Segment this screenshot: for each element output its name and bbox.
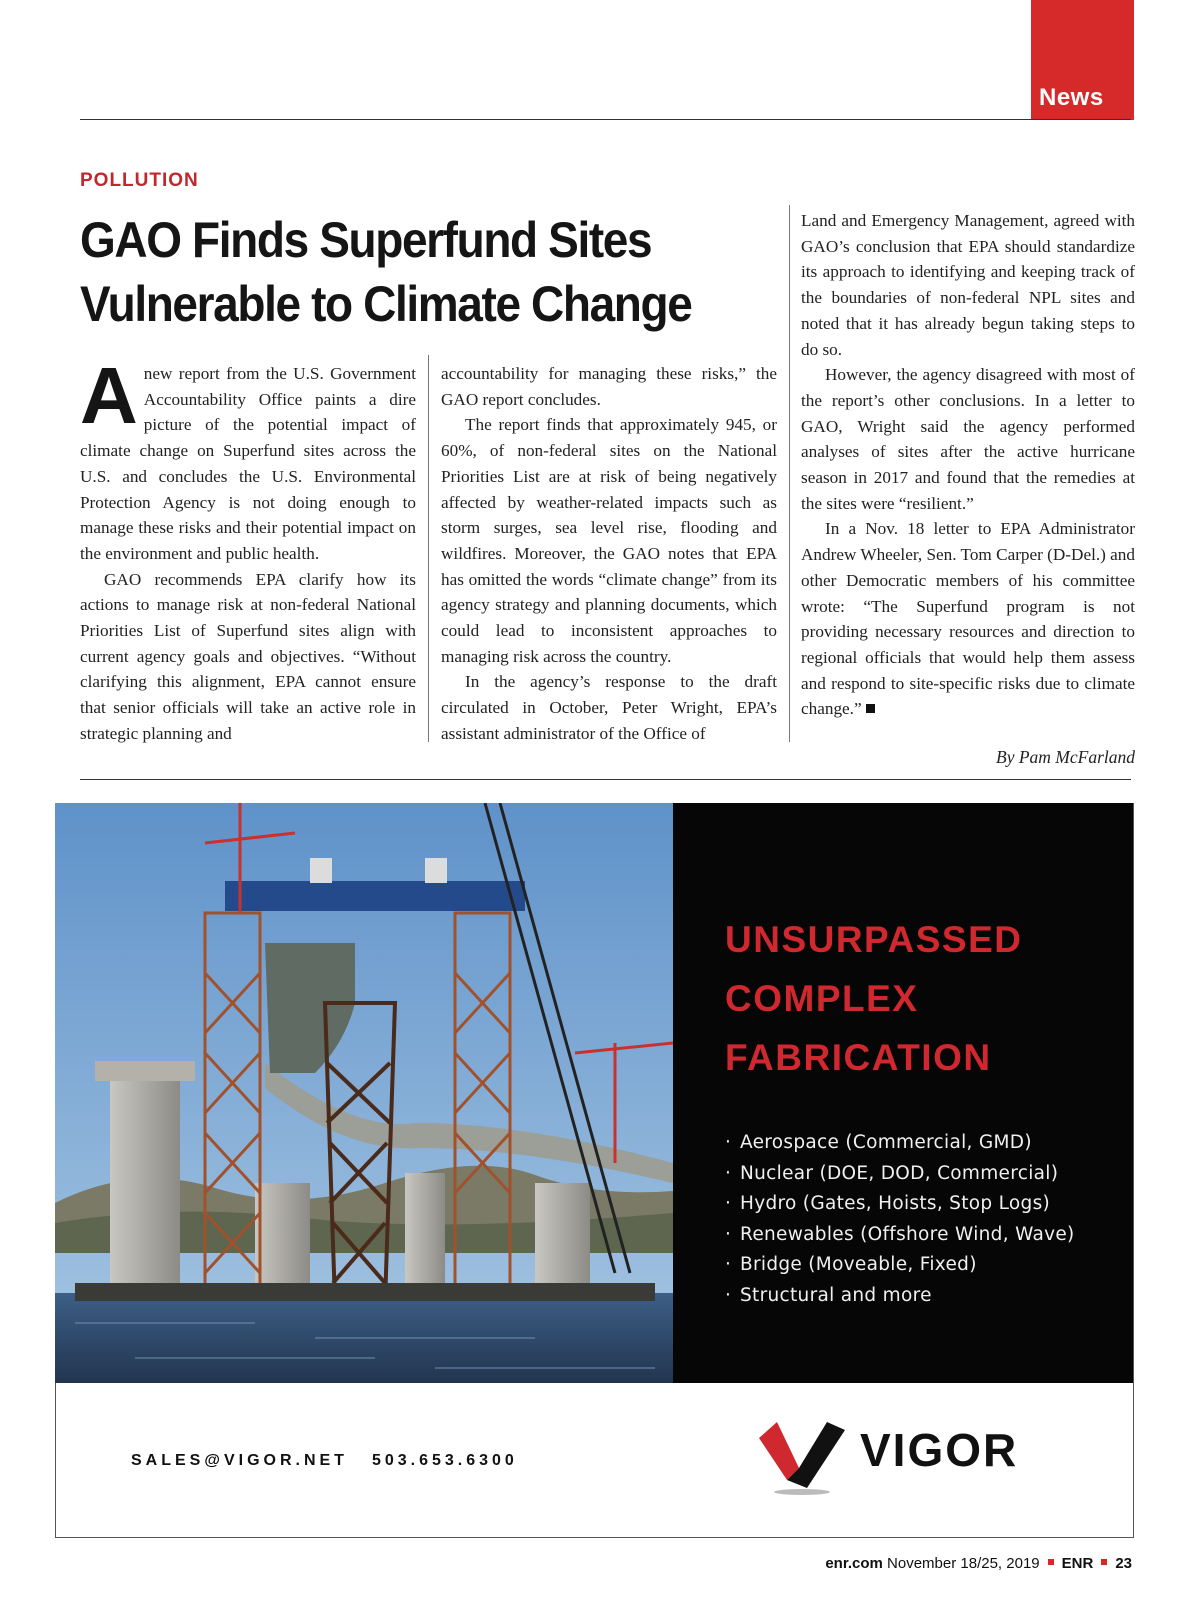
section-tab-label: News bbox=[1039, 84, 1104, 111]
list-item bbox=[725, 1250, 1075, 1281]
drop-cap: A bbox=[80, 351, 138, 440]
separator-icon bbox=[1101, 1559, 1107, 1565]
end-mark-icon bbox=[866, 704, 875, 713]
list-item bbox=[725, 1128, 1075, 1159]
article-byline: By Pam McFarland bbox=[996, 747, 1135, 767]
vigor-logo-icon bbox=[757, 1418, 847, 1496]
paragraph-text: new report from the U.S. Government Accountability Office paints a dire picture of the potential impact of climate change on Superfund sites across the U.S. and concludes the U.S. Environmental Protection Agency is not doing enough to manage these risks and their potential impact on the environment and public health. bbox=[80, 364, 416, 563]
list-item bbox=[725, 1189, 1075, 1220]
list-item-label: Renewables (Offshore Wind, Wave) bbox=[740, 1223, 1075, 1245]
list-item bbox=[725, 1220, 1075, 1251]
column-divider bbox=[789, 205, 790, 742]
footer-date: November 18/25, 2019 bbox=[887, 1555, 1040, 1572]
article-bottom-rule bbox=[80, 779, 1131, 780]
article-paragraph: In the agency’s response to the draft circulated in October, Peter Wright, EPA’s assistant administrator of the Office of bbox=[441, 672, 777, 743]
ad-headline-line: FABRICATION bbox=[725, 1037, 992, 1078]
bridge-construction-photo bbox=[55, 803, 673, 1383]
article-paragraph bbox=[801, 516, 1135, 722]
footer-publication: ENR bbox=[1061, 1555, 1094, 1572]
article-paragraph: Land and Emergency Management, agreed with GAO’s conclusion that EPA should standardize its approach to identifying and keeping track of the boundaries of non-federal NPL sites and noted that it has already begun taking steps to do so. bbox=[801, 211, 1135, 359]
list-item bbox=[725, 1159, 1075, 1190]
footer-site: enr.com bbox=[825, 1555, 883, 1572]
article-headline bbox=[80, 208, 706, 336]
bridge-construction-illustration bbox=[55, 803, 673, 1383]
ad-headline-line: UNSURPASSED bbox=[725, 919, 1023, 960]
bullet-icon: · bbox=[725, 1132, 732, 1153]
headline-line-1: GAO Finds Superfund Sites bbox=[80, 212, 652, 268]
list-item-label: Hydro (Gates, Hoists, Stop Logs) bbox=[740, 1193, 1051, 1215]
section-tab-news bbox=[1031, 0, 1134, 120]
vigor-brand-name: VIGOR bbox=[860, 1424, 1019, 1476]
ad-contact-info bbox=[131, 1452, 518, 1470]
bullet-icon: · bbox=[725, 1162, 732, 1184]
page-number: 23 bbox=[1115, 1555, 1132, 1572]
ad-headline-line: COMPLEX bbox=[725, 978, 919, 1019]
list-item-label: Aerospace (Commercial, GMD) bbox=[740, 1132, 1032, 1153]
list-item-label: Structural and more bbox=[740, 1284, 932, 1306]
bullet-icon: · bbox=[725, 1284, 732, 1306]
article-paragraph: GAO recommends EPA clarify how its actions to manage risk at non-federal National Priorities List of Superfund sites align with current agency goals and objectives. “Without clarifying this alignment, EPA cannot ensure that senior officials will take an active role in strategic planning and bbox=[80, 569, 416, 743]
column-divider bbox=[428, 355, 429, 742]
list-item bbox=[725, 1281, 1075, 1312]
article-paragraph bbox=[80, 351, 416, 567]
page-footer bbox=[825, 1555, 1132, 1572]
headline-line-2: Vulnerable to Climate Change bbox=[80, 276, 692, 332]
article-kicker: POLLUTION bbox=[80, 170, 199, 191]
bullet-icon: · bbox=[725, 1223, 732, 1245]
article-column-2 bbox=[441, 361, 777, 747]
ad-email[interactable]: SALES@VIGOR.NET bbox=[131, 1452, 348, 1469]
list-item-label: Nuclear (DOE, DOD, Commercial) bbox=[740, 1162, 1059, 1184]
list-item-label: Bridge (Moveable, Fixed) bbox=[740, 1254, 977, 1276]
paragraph-text: In a Nov. 18 letter to EPA Administrator Andrew Wheeler, Sen. Tom Carper (D-Del.) and other Democratic members of his committee wrote: “The Superfund program is not providing necessary resources and direction to regional officials that would help them assess and respond to site-specific risks due to climate change.” bbox=[801, 519, 1135, 719]
bullet-icon: · bbox=[725, 1254, 732, 1276]
article-column-3 bbox=[801, 208, 1135, 722]
article-paragraph: However, the agency disagreed with most of the report’s other conclusions. In a letter to GAO, Wright said the agency performed analyses of sites after the active hurricane season in 2017 and found that the remedies at the sites were “resilient.” bbox=[801, 365, 1135, 513]
article-paragraph: The report finds that approximately 945, or 60%, of non-federal sites on the National Priorities List are at risk of being negatively affected by weather-related impacts such as storm surges, sea level rise, flooding and wildfires. Moreover, the GAO notes that EPA has omitted the words “climate change” from its agency strategy and planning documents, which could lead to inconsistent approaches to managing risk across the country. bbox=[441, 415, 777, 666]
ad-headline bbox=[725, 910, 1022, 1087]
bullet-icon: · bbox=[725, 1193, 732, 1215]
article-paragraph: accountability for managing these risks,” the GAO report concludes. bbox=[441, 364, 777, 409]
header-rule bbox=[80, 119, 1131, 120]
separator-icon bbox=[1048, 1559, 1054, 1565]
ad-capabilities-list bbox=[725, 1128, 1075, 1312]
ad-phone[interactable]: 503.653.6300 bbox=[371, 1452, 518, 1469]
article-column-1 bbox=[80, 351, 416, 747]
